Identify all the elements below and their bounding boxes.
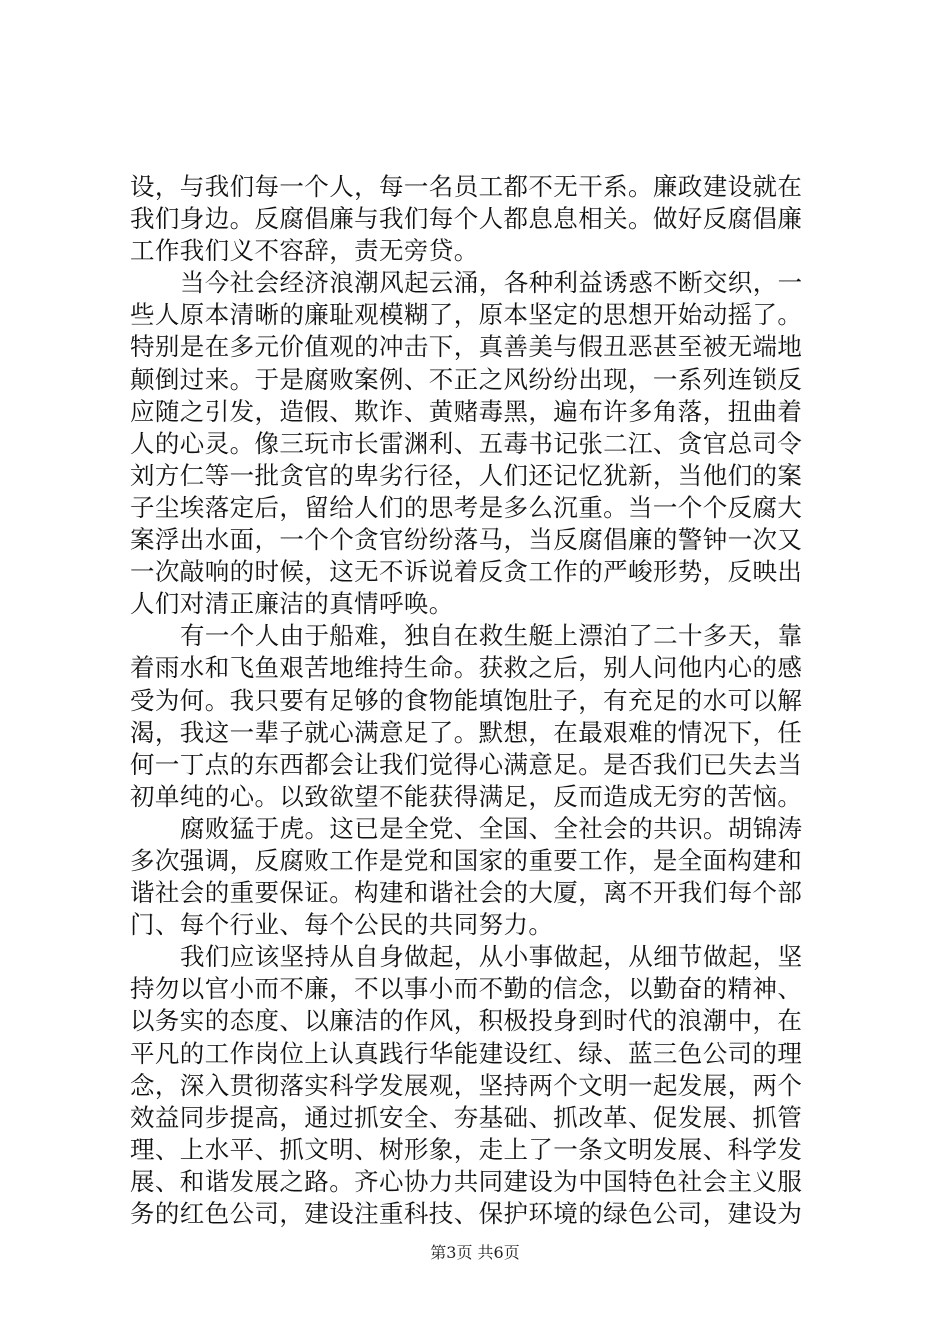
text-line: 受为何。我只要有足够的食物能填饱肚子，有充足的水可以解	[130, 685, 803, 715]
text-line: 特别是在多元价值观的冲击下，真善美与假丑恶甚至被无端地	[130, 332, 803, 362]
text-line: 人们对清正廉洁的真情呼唤。	[130, 589, 454, 619]
text-line: 工作我们义不容辞，责无旁贷。	[130, 236, 479, 266]
text-line: 腐败猛于虎。这已是全党、全国、全社会的共识。胡锦涛	[180, 813, 803, 843]
text-line: 着雨水和飞鱼艰苦地维持生命。获救之后，别人问他内心的感	[130, 653, 803, 683]
text-line: 案浮出水面，一个个贪官纷纷落马，当反腐倡廉的警钟一次又	[130, 525, 803, 555]
text-line: 一次敲响的时候，这无不诉说着反贪工作的严峻形势，反映出	[130, 557, 803, 587]
page-footer: 第3页 共6页	[430, 1243, 520, 1262]
text-line: 门、每个行业、每个公民的共同努力。	[130, 910, 554, 940]
text-line: 平凡的工作岗位上认真践行华能建设红、绿、蓝三色公司的理	[130, 1038, 803, 1068]
text-line: 设，与我们每一个人，每一名员工都不无干系。廉政建设就在	[130, 172, 803, 201]
text-line: 展、和谐发展之路。齐心协力共同建设为中国特色社会主义服	[130, 1166, 803, 1196]
text-line: 刘方仁等一批贪官的卑劣行径，人们还记忆犹新，当他们的案	[130, 460, 803, 490]
text-line: 子尘埃落定后，留给人们的思考是多么沉重。当一个个反腐大	[130, 492, 803, 522]
text-line: 人的心灵。像三玩市长雷渊利、五毒书记张二江、贪官总司令	[130, 428, 803, 458]
text-line: 理、上水平、抓文明、树形象，走上了一条文明发展、科学发	[130, 1134, 803, 1164]
text-line: 渴，我这一辈子就心满意足了。默想，在最艰难的情况下，任	[130, 717, 803, 747]
text-line: 以务实的态度、以廉洁的作风，积极投身到时代的浪潮中，在	[130, 1006, 803, 1036]
text-line: 有一个人由于船难，独自在救生艇上漂泊了二十多天，靠	[180, 621, 803, 651]
text-line: 应随之引发，造假、欺诈、黄赌毒黑，遍布许多角落，扭曲着	[130, 396, 803, 426]
text-line: 些人原本清晰的廉耻观模糊了，原本坚定的思想开始动摇了。	[130, 300, 803, 330]
text-line: 初单纯的心。以致欲望不能获得满足，反而造成无穷的苦恼。	[130, 781, 803, 811]
text-line: 持勿以官小而不廉，不以事小而不勤的信念，以勤奋的精神、	[130, 974, 803, 1004]
text-line: 念，深入贯彻落实科学发展观，坚持两个文明一起发展，两个	[130, 1070, 803, 1100]
text-line: 务的红色公司，建设注重科技、保护环境的绿色公司，建设为	[130, 1199, 803, 1228]
text-line: 效益同步提高，通过抓安全、夯基础、抓改革、促发展、抓管	[130, 1102, 803, 1132]
text-line: 我们身边。反腐倡廉与我们每个人都息息相关。做好反腐倡廉	[130, 204, 803, 234]
text-line: 何一丁点的东西都会让我们觉得心满意足。是否我们已失去当	[130, 749, 803, 779]
body-text	[130, 171, 830, 1230]
text-line: 颠倒过来。于是腐败案例、不正之风纷纷出现，一系列连锁反	[130, 364, 803, 394]
text-line: 多次强调，反腐败工作是党和国家的重要工作，是全面构建和	[130, 845, 803, 875]
text-line: 谐社会的重要保证。构建和谐社会的大厦，离不开我们每个部	[130, 878, 803, 908]
text-line: 当今社会经济浪潮风起云涌，各种利益诱惑不断交织，一	[180, 268, 803, 298]
text-line: 我们应该坚持从自身做起，从小事做起，从细节做起，坚	[180, 942, 803, 972]
